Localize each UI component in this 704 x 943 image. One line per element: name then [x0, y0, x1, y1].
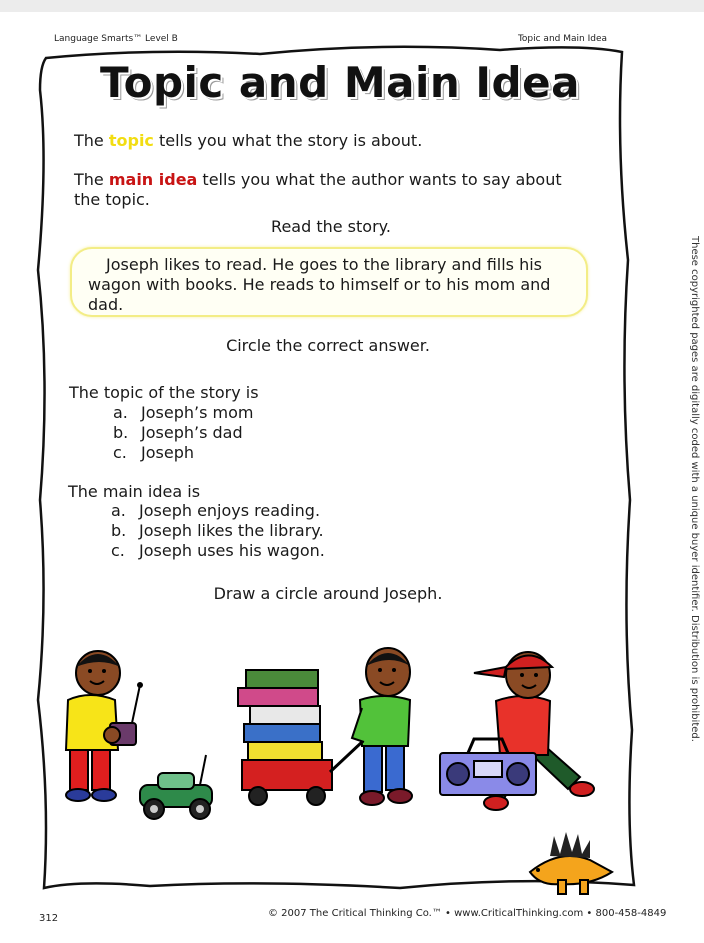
copyright-side-note: These copyrighted pages are digitally coded with a unique buyer identifier. Distribution is prohibited.: [689, 236, 700, 742]
header-series-label: Language Smarts™ Level B: [54, 34, 178, 44]
question1-option-a[interactable]: [113, 403, 253, 422]
option-letter: c.: [111, 541, 125, 560]
header-topic-label: Topic and Main Idea: [517, 34, 607, 44]
story-box: [70, 247, 588, 317]
main-idea-def-before: The: [74, 170, 109, 189]
question2-option-b[interactable]: [111, 521, 324, 540]
option-letter: b.: [111, 521, 127, 540]
topic-definition: [74, 131, 422, 151]
option-text: Joseph likes the library.: [139, 521, 324, 540]
page-title: Topic and Main Idea: [100, 58, 580, 107]
story-text: Joseph likes to read. He goes to the library and fills his wagon with books. He reads to himself or to his mom and dad.: [88, 255, 551, 314]
question2-option-c[interactable]: [111, 541, 325, 560]
option-text: Joseph: [141, 443, 194, 462]
read-instruction: Read the story.: [271, 217, 391, 236]
main-idea-def-line2: the topic.: [74, 190, 150, 209]
option-letter: a.: [111, 501, 126, 520]
main-idea-def-after: tells you what the author wants to say about: [197, 170, 562, 189]
topic-keyword: topic: [108, 131, 154, 150]
question1-option-c[interactable]: [113, 443, 194, 462]
option-text: Joseph’s dad: [141, 423, 243, 442]
question1-option-b[interactable]: [113, 423, 243, 442]
option-letter: c.: [113, 443, 127, 462]
option-text: Joseph enjoys reading.: [139, 501, 321, 520]
option-text: Joseph uses his wagon.: [139, 541, 325, 560]
main-idea-definition: [74, 170, 562, 190]
page-number: 312: [39, 913, 59, 924]
option-letter: b.: [113, 423, 129, 442]
footer-copyright: © 2007 The Critical Thinking Co.™ • www.CriticalThinking.com • 800-458-4849: [268, 908, 667, 919]
main-idea-keyword: main idea: [108, 170, 198, 189]
boy-with-book-wagon-illustration[interactable]: [234, 642, 424, 822]
circle-instruction: Circle the correct answer.: [226, 336, 430, 355]
topic-def-before: The: [74, 131, 109, 150]
boy-with-boombox-illustration[interactable]: [438, 643, 598, 823]
question1-prompt: The topic of the story is: [69, 383, 259, 402]
topic-def-after: tells you what the story is about.: [153, 131, 423, 150]
boy-with-remote-car-illustration[interactable]: [60, 645, 220, 825]
dinosaur-mascot-illustration: [520, 828, 620, 898]
option-text: Joseph’s mom: [141, 403, 254, 422]
option-letter: a.: [113, 403, 128, 422]
draw-instruction: Draw a circle around Joseph.: [213, 584, 443, 603]
question2-prompt: The main idea is: [68, 482, 201, 501]
question2-option-a[interactable]: [111, 501, 320, 520]
